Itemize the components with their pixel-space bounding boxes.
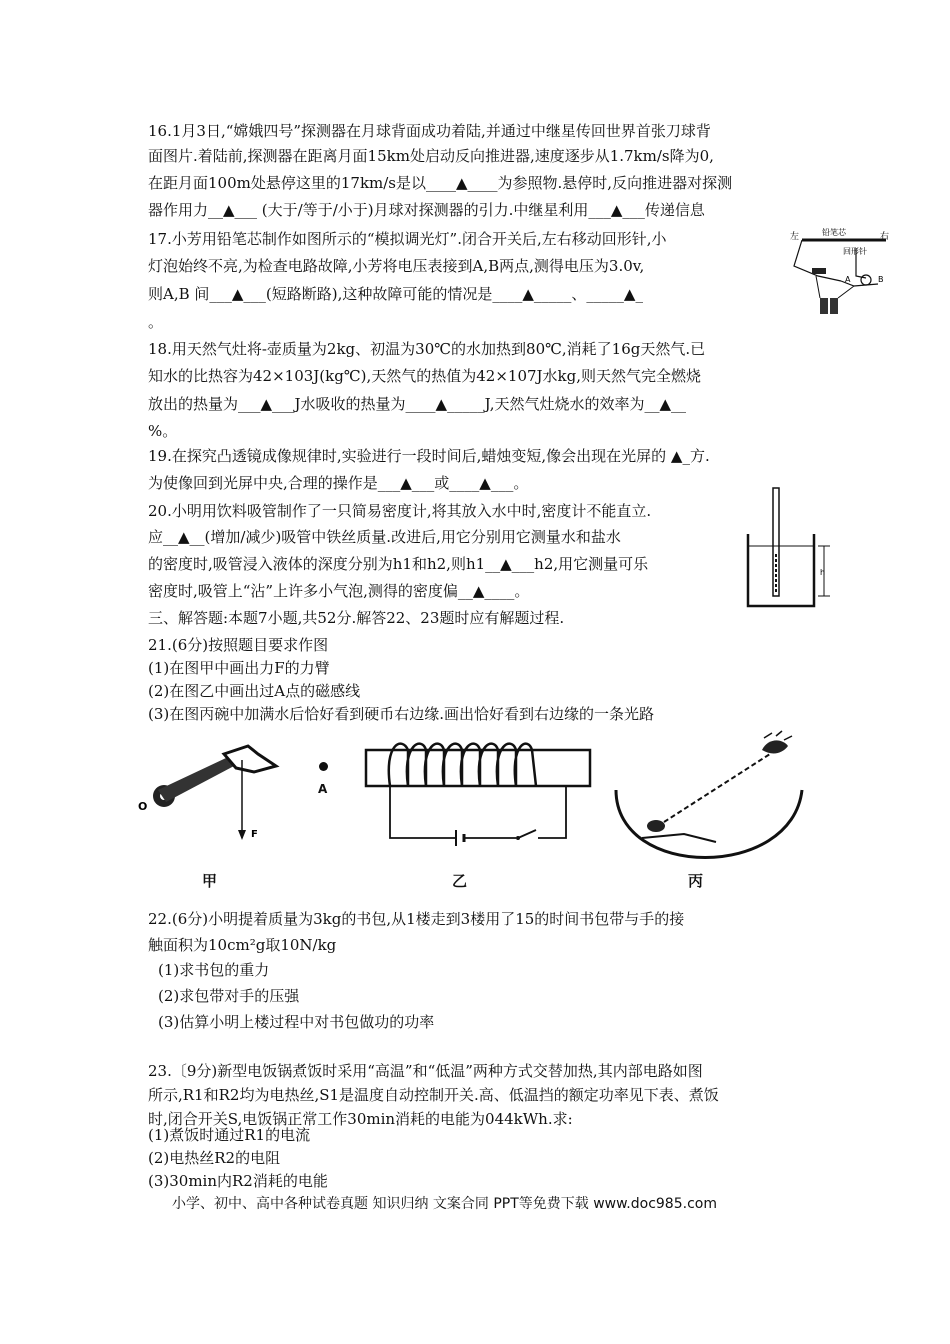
- q21-line-1: 21.(6分)按照题目要求作图: [148, 636, 329, 654]
- q19-line-2: 为使像回到光屏中央,合理的操作是___▲___或____▲___。: [148, 474, 529, 492]
- q22-line-3: (1)求书包的重力: [158, 961, 270, 979]
- caption-yi: 乙: [452, 872, 468, 890]
- q18-line-1: 18.用天然气灶将-壶质量为2kg、初温为30℃的水加热到80℃,消耗了16g天然气.已: [148, 340, 706, 358]
- q18-line-3: 放出的热量为___▲___J水吸收的热量为____▲_____J,天然气灶烧水的效率为__▲__: [148, 395, 687, 413]
- q16-line-2: 面图片.着陆前,探测器在距离月面15km处启动反向推进器,速度逐步从1.7km/s降为0,: [148, 147, 714, 165]
- q22-line-5: (3)估算小明上楼过程中对书包做功的功率: [158, 1013, 435, 1031]
- q21-line-3: (2)在图乙中画出过A点的磁感线: [148, 682, 361, 700]
- depth-h-label: h: [820, 568, 826, 577]
- densimeter-beaker-figure: [740, 484, 836, 610]
- q18-line-4: %。: [148, 422, 178, 440]
- q20-line-3: 的密度时,吸管浸入液体的深度分别为h1和h2,则h1__▲___h2,用它测量可乐: [148, 555, 649, 573]
- q21-line-2: (1)在图甲中画出力F的力臂: [148, 659, 330, 677]
- caption-bing: 丙: [688, 872, 704, 890]
- q20-line-4: 密度时,吸管上“沾”上许多小气泡,测得的密度偏__▲____。: [148, 582, 530, 600]
- q23-line-5: (2)电热丝R2的电阻: [148, 1149, 281, 1167]
- force-f-label: F: [251, 829, 258, 840]
- q20-line-2: 应__▲__(增加/减少)吸管中铁丝质量.改进后,用它分别用它测量水和盐水: [148, 528, 621, 546]
- lamp-label-clip: 回形针: [843, 247, 867, 256]
- section-3-heading: 三、解答题:本题7小题,共52分.解答22、23题时应有解题过程.: [148, 609, 565, 627]
- bowl-figure-bing: [612, 730, 812, 860]
- q17-line-4: 。: [148, 313, 164, 331]
- q23-line-3: 时,闭合开关S,电饭锅正常工作30min消耗的电能为044kWh.求:: [148, 1110, 573, 1128]
- q22-line-2: 触面积为10cm²g取10N/kg: [148, 936, 337, 954]
- q23-line-4: (1)煮饭时通过R1的电流: [148, 1126, 311, 1144]
- q17-line-1: 17.小芳用铅笔芯制作如图所示的“模拟调光灯”.闭合开关后,左右移动回形针,小: [148, 230, 667, 248]
- point-a-dot: [319, 762, 328, 771]
- q16-line-1: 16.1月3日,“嫦娥四号”探测器在月球背面成功着陆,并通过中继星传回世界首张刀球背: [148, 122, 711, 140]
- q22-line-4: (2)求包带对手的压强: [158, 987, 300, 1005]
- q16-line-3: 在距月面100m处悬停这里的17km/s是以____▲____为参照物.悬停时,反向推进器对探测: [148, 174, 733, 192]
- caption-jia: 甲: [202, 872, 218, 890]
- q23-line-1: 23.〔9分)新型电饭锅煮饭时采用“高温”和“低温”两种方式交替加热,其内部电路如图: [148, 1062, 703, 1080]
- q23-line-2: 所示,R1和R2均为电热丝,S1是温度自动控制开关.高、低温挡的额定功率见下表、煮饭: [148, 1086, 719, 1104]
- q17-line-3: 则A,B 间___▲___(短路断路),这种故障可能的情况是____▲_____、_____▲_: [148, 285, 643, 303]
- lamp-label-b: B: [878, 275, 884, 284]
- q18-line-2: 知水的比热容为42×103J(kg℃),天然气的热值为42×107J水kg,则天然气完全燃烧: [148, 367, 702, 385]
- lever-figure-jia: [136, 740, 286, 850]
- q21-line-4: (3)在图丙碗中加满水后恰好看到硬币右边缘.画出恰好看到右边缘的一条光路: [148, 705, 655, 723]
- footer-watermark: 小学、初中、高中各种试卷真题 知识归纳 文案合同 PPT等免费下载 www.doc985.com: [172, 1196, 717, 1212]
- solenoid-figure-yi: [360, 734, 596, 852]
- q20-line-1: 20.小明用饮料吸管制作了一只简易密度计,将其放入水中时,密度计不能直立.: [148, 502, 652, 520]
- lamp-label-a: A: [845, 275, 851, 284]
- dimmer-lamp-figure: [786, 226, 901, 318]
- lamp-label-left: 左: [790, 232, 800, 242]
- q19-line-1: 19.在探究凸透镜成像规律时,实验进行一段时间后,蜡烛变短,像会出现在光屏的 ▲_方.: [148, 447, 710, 465]
- lamp-label-pencil: 铅笔芯: [822, 228, 846, 237]
- q23-line-6: (3)30min内R2消耗的电能: [148, 1172, 328, 1190]
- pivot-o-label: O: [138, 800, 148, 813]
- point-a-label: A: [318, 782, 328, 796]
- q22-line-1: 22.(6分)小明提着质量为3kg的书包,从1楼走到3楼用了15的时间书包带与手的接: [148, 910, 685, 928]
- q17-line-2: 灯泡始终不亮,为检查电路故障,小芳将电压表接到A,B两点,测得电压为3.0v,: [148, 257, 645, 275]
- lamp-label-right: 右: [880, 232, 890, 242]
- q16-line-4: 器作用力__▲___ (大于/等于/小于)月球对探测器的引力.中继星利用___▲___传递信息: [148, 201, 705, 219]
